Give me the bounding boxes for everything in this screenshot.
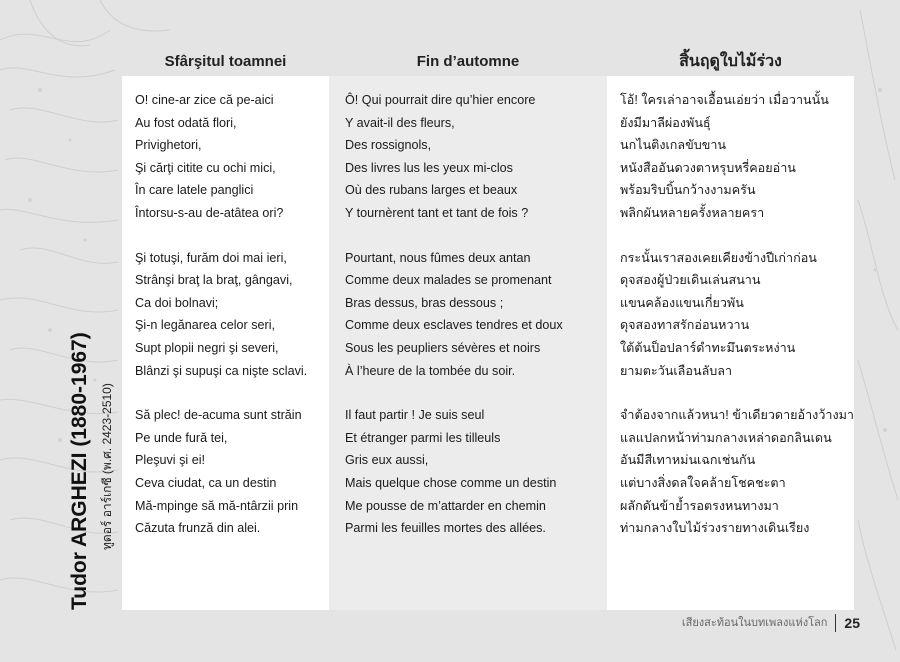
poem-line: Y avait-il des fleurs, xyxy=(345,115,455,130)
header-thai: สิ้นฤดูใบไม้ร่วง xyxy=(679,53,782,70)
stanza xyxy=(620,404,854,540)
stanza xyxy=(345,247,563,383)
poem-line: Au fost odată flori, xyxy=(135,115,237,130)
poem-line: หนังสืออันดวงตาหรุบหรี่คอยอ่าน xyxy=(620,160,796,175)
header-french: Fin d’automne xyxy=(416,53,520,70)
poem-line: À l’heure de la tombée du soir. xyxy=(345,363,516,378)
poem-line: Pe unde fură tei, xyxy=(135,430,228,445)
header-romanian: Sfârşitul toamnei xyxy=(164,53,287,70)
thai-poem xyxy=(620,89,854,540)
poem-line: Des livres lus les yeux mi-clos xyxy=(345,160,513,175)
french-poem-panel xyxy=(329,76,607,610)
poem-line: Ceva ciudat, ca un destin xyxy=(135,475,277,490)
poem-line: แต่บางสิ่งดลใจคล้ายโชคชะตา xyxy=(620,475,786,490)
poem-line: Să plec! de-acuma sunt străin xyxy=(135,408,302,423)
book-title: เสียงสะท้อนในบทเพลงแห่งโลก xyxy=(681,617,828,629)
poem-line: Supt plopii negri şi severi, xyxy=(135,340,279,355)
poem-line: พร้อมริบบิ้นกว้างงามครัน xyxy=(620,183,756,198)
poem-line: Comme deux esclaves tendres et doux xyxy=(345,318,563,333)
poem-line: Et étranger parmi les tilleuls xyxy=(345,430,501,445)
poem-line: โอ้! ใครเล่าอาจเอื้อนเอ่ยว่า เมื่อวานนั้น xyxy=(620,93,829,107)
poem-line: Où des rubans larges et beaux xyxy=(345,183,518,198)
poem-line: Comme deux malades se promenant xyxy=(345,273,552,288)
romanian-poem xyxy=(135,89,307,540)
poem-line: Mais quelque chose comme un destin xyxy=(345,475,557,490)
poem-line: Sous les peupliers sévères et noirs xyxy=(345,340,541,355)
poem-line: พลิกผันหลายครั้งหลายครา xyxy=(620,205,765,220)
poem-line: ท่ามกลางใบไม้ร่วงรายทางเดินเรียง xyxy=(620,521,810,536)
stanza xyxy=(135,247,307,383)
poem-line: Şi totuşi, furăm doi mai ieri, xyxy=(135,250,287,265)
french-poem xyxy=(345,89,563,540)
stanza xyxy=(135,89,307,225)
poem-line: Ô! Qui pourrait dire qu’hier encore xyxy=(345,93,536,107)
poem-line: Ca doi bolnavi; xyxy=(135,295,219,310)
poem-line: ดุจสองทาสรักอ่อนหวาน xyxy=(620,318,750,333)
poem-line: ผลักดันข้าย้ำรอตรงหนทางมา xyxy=(620,498,779,513)
stanza xyxy=(345,89,563,225)
poem-line: Strânşi braţ la braţ, gângavi, xyxy=(135,273,293,288)
poem-line: ใต้ต้นป็อปลาร์ดำทะมึนตระหง่าน xyxy=(620,340,796,355)
page-number: 25 xyxy=(844,615,860,631)
thai-poem-panel xyxy=(607,76,854,610)
poem-line: Căzuta frunză din alei. xyxy=(135,521,261,536)
poem-line: แลแปลกหน้าท่ามกลางเหล่าดอกลินเดน xyxy=(620,430,832,445)
poem-line: ดุจสองผู้ป่วยเดินเล่นสนาน xyxy=(620,273,761,288)
romanian-poem-panel xyxy=(122,76,329,610)
poem-line: Întorsu-s-au de-atâtea ori? xyxy=(135,205,284,220)
poem-line: Parmi les feuilles mortes des allées. xyxy=(345,521,546,536)
poem-line: Des rossignols, xyxy=(345,138,432,153)
poem-line: ยามตะวันเลือนลับลา xyxy=(620,363,733,378)
stanza xyxy=(620,89,854,225)
author-name: Tudor ARGHEZI (1880-1967) xyxy=(68,332,91,610)
page-footer xyxy=(682,613,860,633)
poem-line: นกไนติงเกลขับขาน xyxy=(620,138,727,153)
poem-line: În care latele panglici xyxy=(135,183,254,198)
poem-line: จำต้องจากแล้วหนา! ข้าเดียวดายอ้างว้างมา xyxy=(620,408,854,423)
poem-line: Pourtant, nous fûmes deux antan xyxy=(345,250,531,265)
poem-line: Il faut partir ! Je suis seul xyxy=(345,408,485,423)
poem-line: Pleşuvi şi ei! xyxy=(135,453,205,468)
poem-line: Şi cărţi citite cu ochi mici, xyxy=(135,160,276,175)
poem-line: ยังมีมาลีผ่องพันธุ์ xyxy=(620,115,711,130)
footer-divider xyxy=(835,614,836,632)
poem-line: Bras dessus, bras dessous ; xyxy=(345,295,504,310)
poem-line: Gris eux aussi, xyxy=(345,453,429,468)
stanza xyxy=(620,247,854,383)
poem-line: กระนั้นเราสองเคยเคียงข้างปีเก่าก่อน xyxy=(620,250,817,265)
author-thai-name: ทูดอร์ อาร์เกซี (พ.ศ. 2423-2510) xyxy=(100,383,114,550)
poem-line: Mă-mpinge să mă-ntârzii prin xyxy=(135,498,299,513)
poem-line: แขนคล้องแขนเกี่ยวพัน xyxy=(620,295,744,310)
poem-line: อันมีสีเทาหม่นเฉกเช่นกัน xyxy=(620,453,756,468)
poem-line: Blânzi şi supuşi ca nişte sclavi. xyxy=(135,363,308,378)
stanza xyxy=(135,404,307,540)
poem-line: Y tournèrent tant et tant de fois ? xyxy=(345,205,529,220)
poem-line: Privighetori, xyxy=(135,138,202,153)
stanza xyxy=(345,404,563,540)
poem-line: O! cine-ar zice că pe-aici xyxy=(135,93,274,107)
poem-line: Şi-n legănarea celor seri, xyxy=(135,318,276,333)
poem-line: Me pousse de m’attarder en chemin xyxy=(345,498,546,513)
